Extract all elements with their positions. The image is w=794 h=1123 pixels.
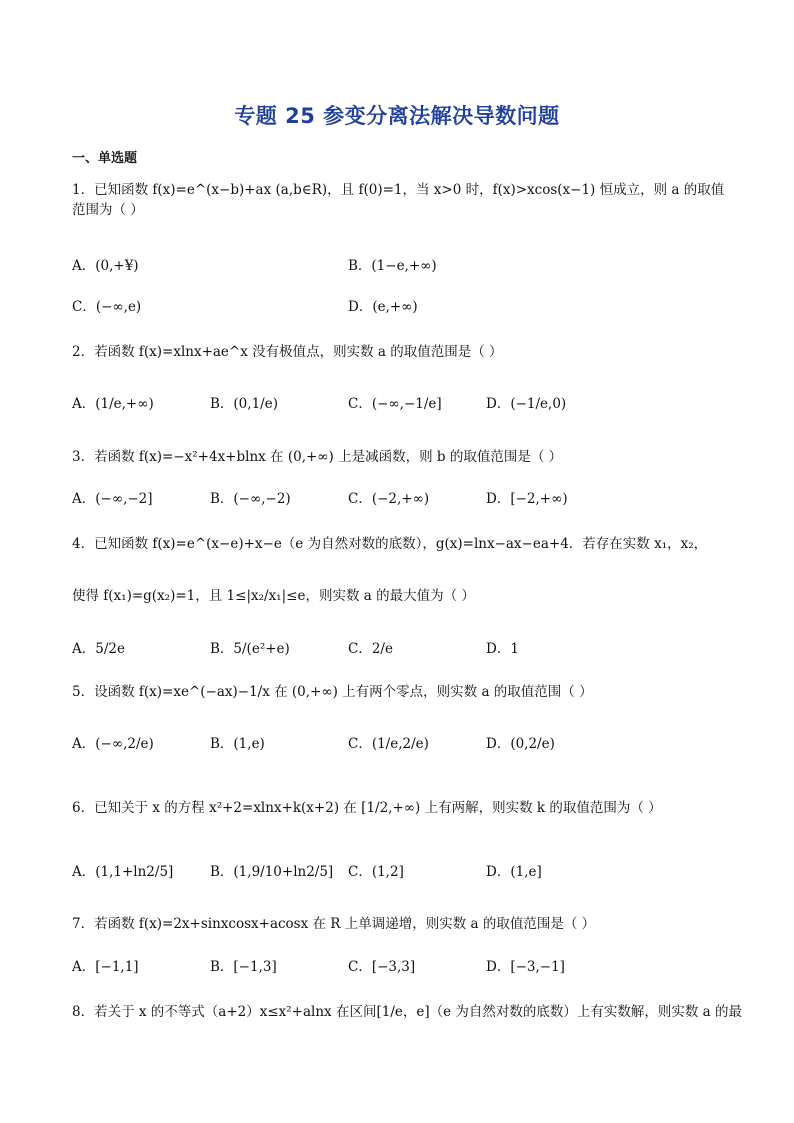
page-title: 专题 25 参变分离法解决导数问题 xyxy=(234,104,560,128)
option-d: D．(−1/e,0) xyxy=(486,396,567,412)
option-d: D．1 xyxy=(486,641,519,657)
option-b: B．(1−e,+∞) xyxy=(348,258,437,274)
option-a: A．(−∞,2/e) xyxy=(72,736,154,752)
option-a: A．(1/e,+∞) xyxy=(72,396,154,412)
option-b: B．(1,e) xyxy=(210,736,265,752)
option-a: A．(−∞,−2] xyxy=(72,491,153,507)
option-c: C．(−2,+∞) xyxy=(348,491,430,507)
option-d: D．(e,+∞) xyxy=(348,299,418,315)
option-d: D．(1,e] xyxy=(486,864,542,880)
option-b: B．(−∞,−2) xyxy=(210,491,291,507)
option-a: A．(1,1+ln2/5] xyxy=(72,864,174,880)
question-1-options-row2 xyxy=(72,295,732,325)
option-c: C．(1/e,2/e) xyxy=(348,736,429,752)
question-2-options xyxy=(72,392,732,422)
question-5-options xyxy=(72,732,732,762)
section-heading: 一、单选题 xyxy=(72,151,138,166)
question-3-options xyxy=(72,487,732,517)
question-4: 4．已知函数 f(x)=e^(x−e)+x−e（e 为自然对数的底数），g(x)=lnx−ax−ea+4．若存在实数 x₁，x₂， xyxy=(72,536,708,552)
question-2: 2．若函数 f(x)=xlnx+ae^x 没有极值点，则实数 a 的取值范围是（ ） xyxy=(72,344,503,360)
option-b: B．5/(e²+e) xyxy=(210,641,290,657)
question-7: 7．若函数 f(x)=2x+sinxcosx+acosx 在 R 上单调递增，则实数 a 的取值范围是（ ） xyxy=(72,916,596,932)
option-d: D．[−3,−1] xyxy=(486,959,565,975)
option-d: D．[−2,+∞) xyxy=(486,491,568,507)
option-a: A．5/2e xyxy=(72,641,125,657)
question-6: 6．已知关于 x 的方程 x²+2=xlnx+k(x+2) 在 [1/2,+∞) 上有两解，则实数 k 的取值范围为（ ） xyxy=(72,800,662,816)
option-a: A．(0,+¥) xyxy=(72,258,139,274)
question-4-line2: 使得 f(x₁)=g(x₂)=1，且 1≤|x₂/x₁|≤e，则实数 a 的最大值为（ ） xyxy=(72,588,475,604)
question-8: 8．若关于 x 的不等式（a+2）x≤x²+alnx 在区间[1/e，e]（e 为自然对数的底数）上有实数解，则实数 a 的最 xyxy=(72,1004,743,1020)
question-1: 1．已知函数 f(x)=e^(x−b)+ax (a,b∈R)，且 f(0)=1，当 x>0 时，f(x)>xcos(x−1) 恒成立，则 a 的取值范围为（ ） xyxy=(72,182,725,218)
option-b: B．(0,1/e) xyxy=(210,396,278,412)
option-c: C．(−∞,e) xyxy=(72,299,142,315)
question-4-options xyxy=(72,637,732,667)
option-b: B．(1,9/10+ln2/5] xyxy=(210,864,334,880)
option-c: C．(1,2] xyxy=(348,864,404,880)
question-1-options-row1 xyxy=(72,254,732,284)
option-d: D．(0,2/e) xyxy=(486,736,555,752)
option-a: A．[−1,1] xyxy=(72,959,139,975)
question-5: 5．设函数 f(x)=xe^(−ax)−1/x 在 (0,+∞) 上有两个零点，则实数 a 的取值范围（ ） xyxy=(72,684,593,700)
option-c: C．(−∞,−1/e] xyxy=(348,396,442,412)
option-b: B．[−1,3] xyxy=(210,959,277,975)
question-6-options xyxy=(72,860,732,890)
question-3: 3．若函数 f(x)=−x²+4x+blnx 在 (0,+∞) 上是减函数，则 b 的取值范围是（ ） xyxy=(72,449,563,465)
option-c: C．2/e xyxy=(348,641,393,657)
option-c: C．[−3,3] xyxy=(348,959,416,975)
question-7-options xyxy=(72,955,732,985)
